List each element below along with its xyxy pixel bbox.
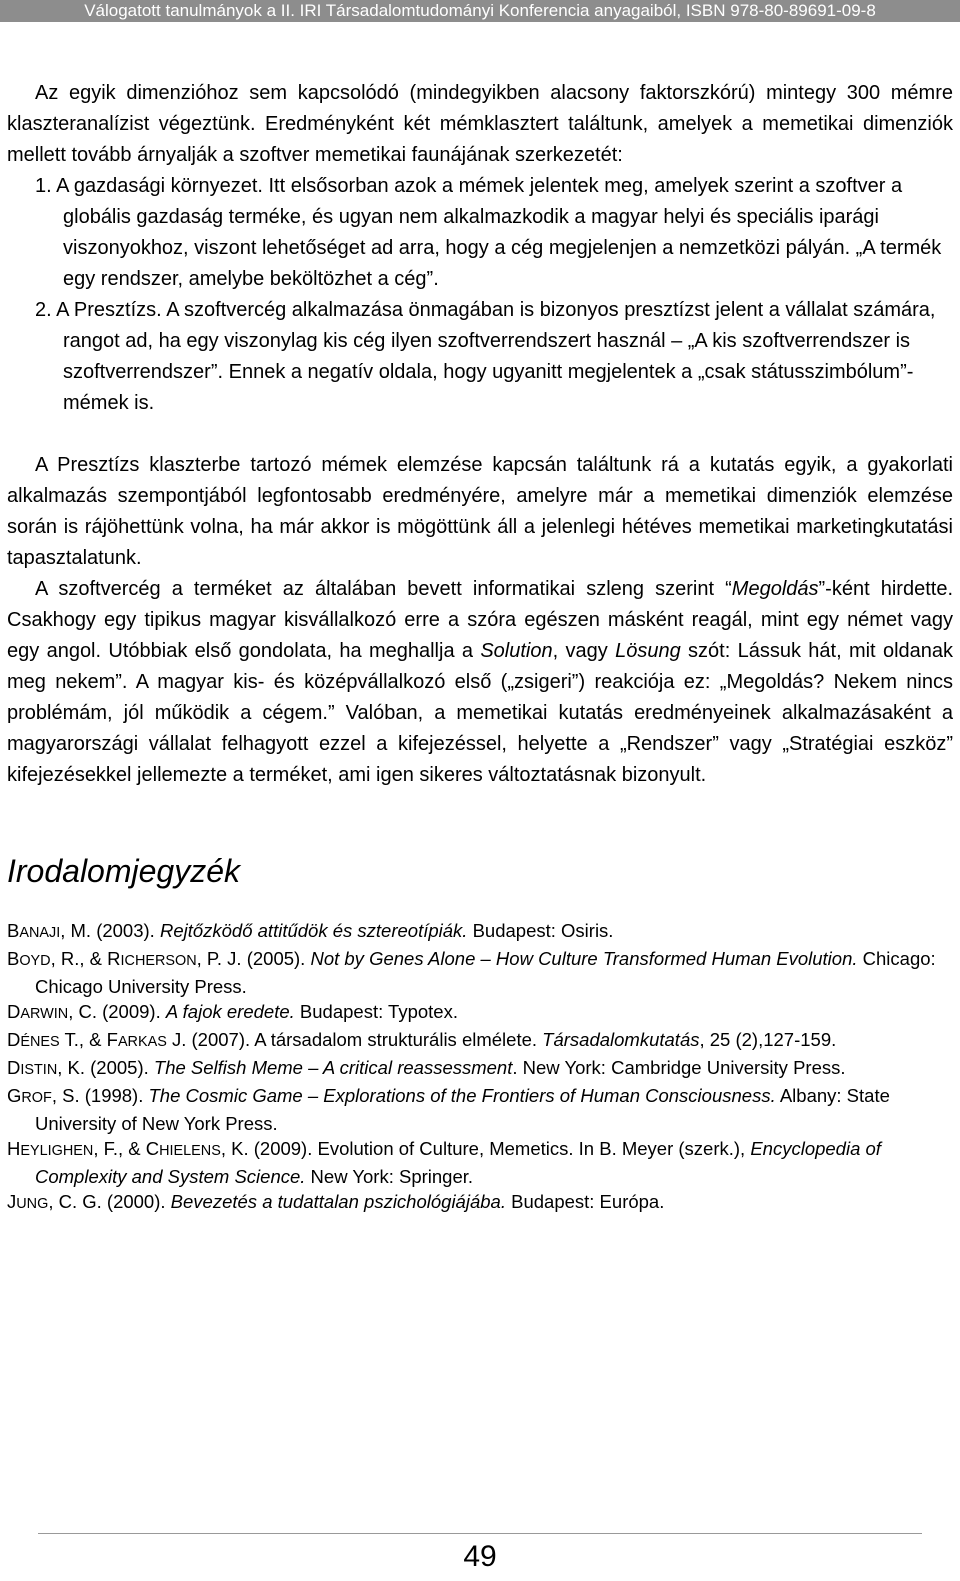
footer-divider: [38, 1533, 922, 1534]
list-item-2: [7, 295, 953, 419]
reference-entry: [7, 1189, 953, 1217]
author-initial: D: [7, 1057, 21, 1078]
reference-title: Bevezetés a tudattalan pszichológiájába.: [170, 1191, 506, 1212]
author-smallcaps: ISTIN: [20, 1062, 58, 1078]
list-item-1: [7, 171, 953, 295]
list-item-2-title: A Presztízs.: [56, 299, 162, 321]
p3-text-d: szót: Lássuk hát, mit oldanak meg nekem”. A magyar kis- és középvállalkozó első („zsigeri”) reakciója ez: „Megoldás? Nekem nincs problémám, jól működik a cégem.” Valóban, a memetikai kutatás eredményeinek alkalmazásaként a magyarországi vállalat felhagyott ezzel a kifejezéssel, helyette a „Rendszer” vagy „Stratégiai eszköz” kifejezésekkel jellemezte a terméket, ami igen sikeres változtatásnak bizonyult.: [7, 640, 953, 786]
coauthor-initial: C: [145, 1138, 160, 1159]
references-list: [7, 918, 953, 1217]
reference-publisher: Budapest: Typotex.: [294, 1001, 458, 1022]
author-details: , C. (2009).: [68, 1001, 166, 1022]
reference-title: Encyclopedia of Complexity and System Science.: [35, 1138, 881, 1187]
author-details: , K. (2005).: [57, 1057, 154, 1078]
p3-italic-losung: Lösung: [615, 640, 681, 662]
reference-entry: [7, 1083, 953, 1136]
reference-entry: [7, 1136, 953, 1189]
reference-entry: [7, 1027, 953, 1055]
author-smallcaps: ARWIN: [20, 1006, 69, 1022]
author-smallcaps: EYLIGHEN: [20, 1143, 94, 1159]
reference-entry: [7, 918, 953, 946]
coauthor-details: , K. (2009). Evolution of Culture, Memetics. In B. Meyer (szerk.),: [220, 1138, 751, 1159]
author-smallcaps: ÉNES: [20, 1034, 60, 1050]
page-number: 49: [463, 1540, 497, 1573]
reference-entry: [7, 1055, 953, 1083]
author-smallcaps: ANAJI: [19, 925, 61, 941]
coauthor-details: J. (2007). A társadalom strukturális elmélete.: [166, 1029, 543, 1050]
p3-text-c: , vagy: [552, 640, 616, 662]
list-item-1-text: Itt elsősorban azok a mémek jelentek meg, amelyek szerint a szoftver a globális gazdaság terméke, és ugyan nem alkalmazkodik a magyar helyi és speciális iparági viszonyokhoz, viszont lehetőséget ad arra, hogy a cég megjelenjen a nemzetközi pályán. „A termék egy rendszer, amelybe beköltözhet a cég”.: [63, 175, 942, 290]
list-item-2-text: A szoftvercég alkalmazása önmagában is bizonyos presztízst jelent a vállalat számára, rangot ad, ha egy viszonylag kis cég ilyen szoftverrendszert használ – „A kis szoftverrendszer is szoftverrendszer”. Ennek a negatív oldala, hogy ugyanitt megjelentek a „csak státusszimbólum”-mémek is.: [63, 299, 936, 414]
author-smallcaps: UNG: [16, 1196, 49, 1212]
reference-publisher: New York: Springer.: [305, 1166, 474, 1187]
p3-text-b: ”-ként hirdette. Csakhogy egy tipikus magyar kisvállalkozó erre a szóra egészen másként reagál, mint egy német vagy egy angol. Utóbbiak első gondolata, ha meghallja a: [7, 578, 953, 662]
coauthor-smallcaps: HIELENS: [159, 1143, 221, 1159]
author-initial: J: [7, 1191, 17, 1212]
reference-title: Rejtőzködő attitűdök és sztereotípiák.: [159, 920, 468, 941]
list-number-2: 2.: [35, 299, 52, 321]
author-initial: B: [7, 920, 20, 941]
author-initial: G: [7, 1085, 22, 1106]
paragraph-gap: [7, 419, 953, 450]
coauthor-smallcaps: ICHERSON: [120, 953, 197, 969]
reference-title: A fajok eredete.: [165, 1001, 295, 1022]
reference-title: The Selfish Meme – A critical reassessment: [153, 1057, 513, 1078]
author-details: , M. (2003).: [60, 920, 160, 941]
list-number-1: 1.: [35, 175, 52, 197]
running-header: Válogatott tanulmányok a II. IRI Társadalomtudományi Konferencia anyagaiból, ISBN 978-80-89691-09-8: [0, 0, 960, 22]
references-heading: Irodalomjegyzék: [7, 853, 240, 889]
reference-entry: [7, 946, 953, 999]
p3-italic-megoldas: Megoldás: [731, 578, 819, 600]
reference-publisher: Chicago: Chicago University Press.: [35, 948, 936, 997]
author-smallcaps: OYD: [19, 953, 51, 969]
reference-publisher: Albany: State University of New York Press.: [35, 1085, 890, 1134]
coauthor-details: , P. J. (2005).: [196, 948, 311, 969]
reference-publisher: Budapest: Európa.: [505, 1191, 665, 1212]
p3-text-a: A szoftvercég a terméket az általában bevett informatikai szleng szerint “: [35, 578, 732, 600]
list-item-1-title: A gazdasági környezet.: [56, 175, 263, 197]
author-initial: H: [7, 1138, 21, 1159]
reference-entry: [7, 999, 953, 1027]
intro-paragraph: Az egyik dimenzióhoz sem kapcsolódó (mindegyikben alacsony faktorszkórú) mintegy 300 mémre klaszteranalízist végeztünk. Eredményként két mémklasztert találtunk, amelyek a memetikai dimenziók mellett tovább árnyalják a szoftver memetikai faunájának szerkezetét:: [7, 82, 953, 166]
reference-publisher: . New York: Cambridge University Press.: [512, 1057, 846, 1078]
page-body: [7, 78, 953, 1217]
p3-italic-solution: Solution: [480, 640, 553, 662]
body-paragraph-2: A Presztízs klaszterbe tartozó mémek elemzése kapcsán találtunk rá a kutatás egyik, a gyakorlati alkalmazás szempontjából legfontosabb eredményére, amelyre már a memetikai dimenziók elemzése során is rájöhettünk volna, ha már akkor is mögöttünk áll a jelenlegi hétéves memetikai marketingkutatási tapasztalatunk.: [7, 454, 953, 569]
author-details: T., &: [59, 1029, 107, 1050]
coauthor-smallcaps: ARKAS: [117, 1034, 167, 1050]
reference-publisher: , 25 (2),127-159.: [699, 1029, 837, 1050]
author-details: , F., &: [93, 1138, 146, 1159]
author-details: , C. G. (2000).: [48, 1191, 171, 1212]
reference-title: The Cosmic Game – Explorations of the Frontiers of Human Consciousness.: [148, 1085, 776, 1106]
author-smallcaps: ROF: [21, 1090, 52, 1106]
author-details: , S. (1998).: [51, 1085, 149, 1106]
author-initial: D: [7, 1029, 21, 1050]
reference-title: Not by Genes Alone – How Culture Transformed Human Evolution.: [310, 948, 858, 969]
reference-publisher: Budapest: Osiris.: [467, 920, 614, 941]
author-initial: B: [7, 948, 20, 969]
coauthor-initial: F: [106, 1029, 118, 1050]
body-paragraph-3: [7, 574, 953, 791]
reference-title: Társadalomkutatás: [542, 1029, 700, 1050]
author-initial: D: [7, 1001, 21, 1022]
author-details: , R., &: [50, 948, 108, 969]
coauthor-initial: R: [107, 948, 121, 969]
